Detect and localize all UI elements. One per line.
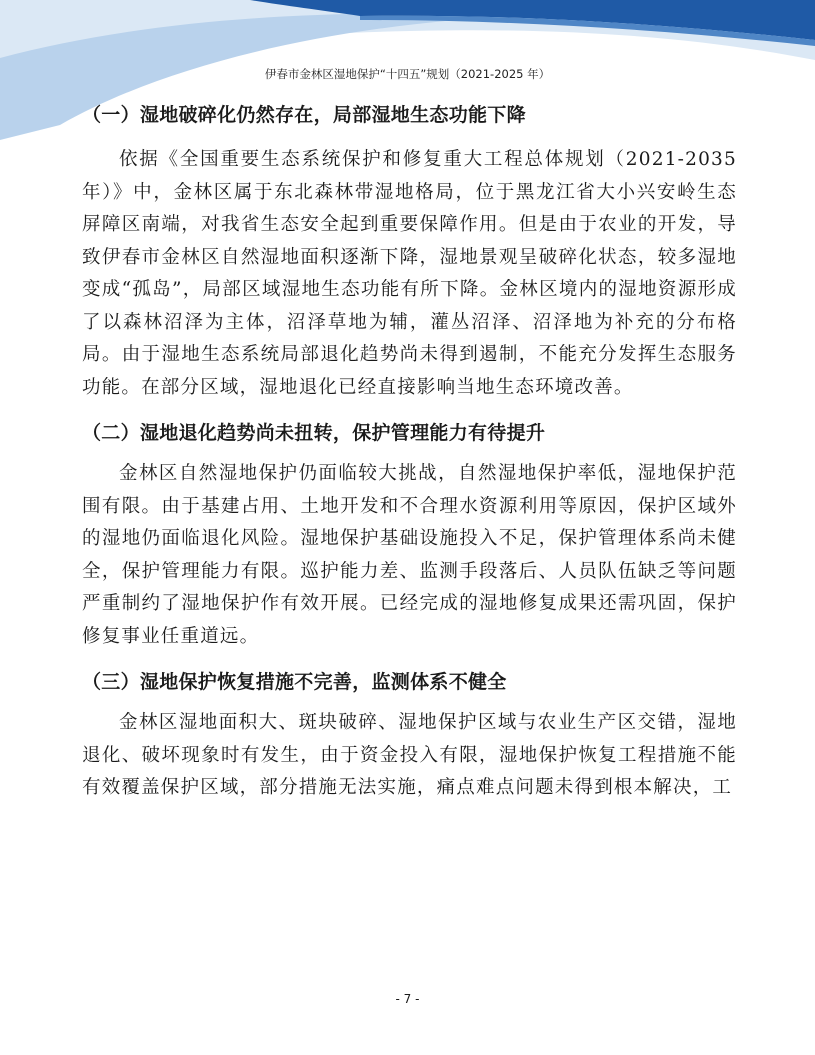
section-paragraph-1: 依据《全国重要生态系统保护和修复重大工程总体规划（2021-2035年）》中，金林区属于东北森林带湿地格局，位于黑龙江省大小兴安岭生态屏障区南端，对我省生态安全起到重要保障作用。但是由于农业的开发，导致伊春市金林区自然湿地面积逐渐下降，湿地景观呈破碎化状态，较多湿地变成“孤岛”，局部区域湿地生态功能有所下降。金林区境内的湿地资源形成了以森林沼泽为主体，沼泽草地为辅，灌丛沼泽、沼泽地为补充的分布格局。由于湿地生态系统局部退化趋势尚未得到遏制，不能充分发挥生态服务功能。在部分区域，湿地退化已经直接影响当地生态环境改善。: [82, 149, 737, 398]
section-paragraph-3: 金林区湿地面积大、斑块破碎、湿地保护区域与农业生产区交错，湿地退化、破坏现象时有发生，由于资金投入有限，湿地保护恢复工程措施不能有效覆盖保护区域，部分措施无法实施，痛点难点问题未得到根本解决，工: [82, 712, 737, 798]
section-heading-1: （一）湿地破碎化仍然存在，局部湿地生态功能下降: [82, 104, 526, 126]
section-paragraph-2: 金林区自然湿地保护仍面临较大挑战，自然湿地保护率低，湿地保护范围有限。由于基建占用、土地开发和不合理水资源利用等原因，保护区域外的湿地仍面临退化风险。湿地保护基础设施投入不足，保护管理体系尚未健全，保护管理能力有限。巡护能力差、监测手段落后、人员队伍缺乏等问题严重制约了湿地保护作有效开展。已经完成的湿地修复成果还需巩固，保护修复事业任重道远。: [82, 463, 737, 647]
section-heading-2: （二）湿地退化趋势尚未扭转，保护管理能力有待提升: [82, 422, 546, 444]
document-header-title: 伊春市金林区湿地保护“十四五”规划（2021-2025 年）: [264, 67, 551, 81]
section-heading-3: （三）湿地保护恢复措施不完善，监测体系不健全: [82, 671, 507, 693]
document-body: [82, 100, 737, 805]
page-number: - 7 -: [395, 992, 420, 1006]
